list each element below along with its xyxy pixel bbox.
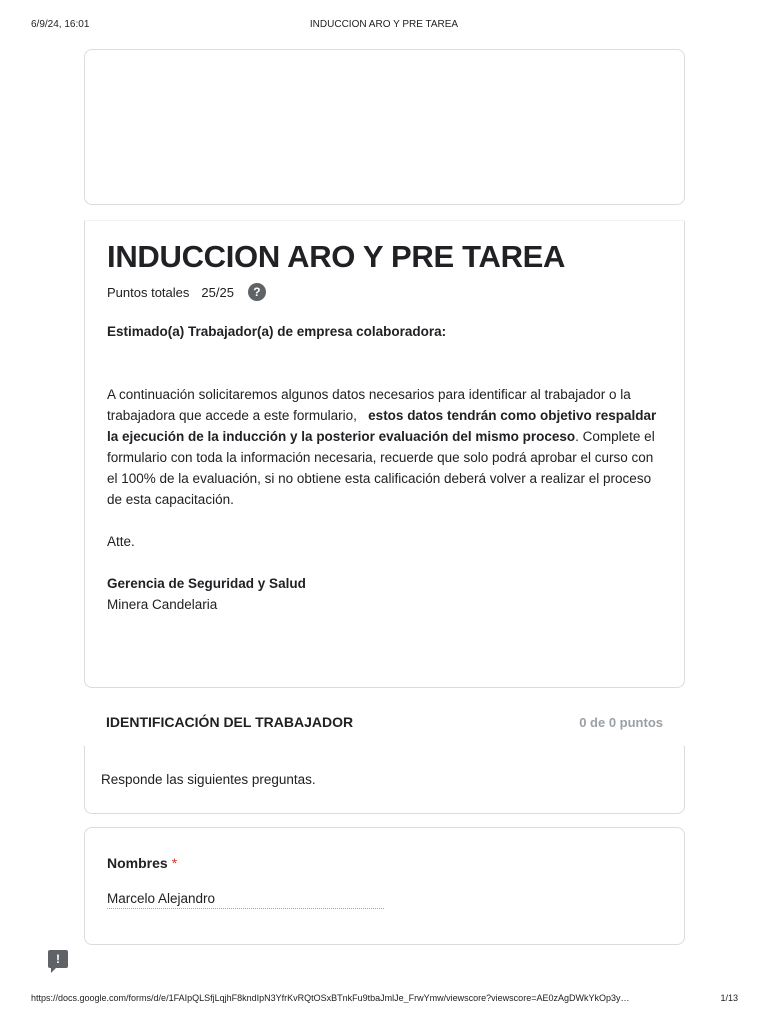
points-label: Puntos totales [107, 284, 190, 300]
question-card-nombres [84, 827, 685, 945]
total-points [107, 283, 266, 301]
required-mark: * [171, 855, 178, 871]
answer-nombres: Marcelo Alejandro [107, 891, 384, 909]
question-label [107, 855, 177, 871]
points-value: 25/25 [201, 284, 234, 300]
print-url: https://docs.google.com/forms/d/e/1FAIpQLSfjLqjhF8kndIpN3YfrKvRQtOSxBTnkFu9tbaJmlJe_FrwYmw/viewscore?viewscore=AE0zAgDWkYkOp3y… [31, 993, 630, 1003]
signature-title: Gerencia de Seguridad y Salud [107, 576, 306, 591]
form-title: INDUCCION ARO Y PRE TAREA [107, 239, 566, 274]
description-text-1: A continuación solicitaremos algunos datos necesarios para identificar al trabajador o la trabajadora que accede a este formulario, [107, 387, 631, 423]
print-footer [0, 993, 768, 1007]
form-header-card [84, 221, 685, 688]
print-page: 1/13 [720, 993, 738, 1003]
print-date: 6/9/24, 16:01 [31, 19, 90, 30]
form-description [107, 321, 667, 615]
description-closing: Atte. [107, 534, 135, 549]
signature-org: Minera Candelaria [107, 597, 218, 612]
description-text-bold: estos datos tendrán como objetivo respaldar la ejecución de la inducción y la posterior evaluación del mismo proceso [107, 408, 657, 444]
print-title: INDUCCION ARO Y PRE TAREA [309, 19, 459, 30]
section-points: 0 de 0 puntos [579, 715, 663, 730]
section-header [84, 700, 685, 746]
help-circle-icon[interactable]: ? [248, 283, 266, 301]
print-header [0, 19, 768, 33]
section-title: IDENTIFICACIÓN DEL TRABAJADOR [106, 714, 354, 730]
header-banner [84, 49, 685, 205]
section-description-card [84, 746, 685, 814]
description-paragraph [107, 384, 667, 510]
report-feedback-icon[interactable]: ! [48, 950, 68, 968]
section-description: Responde las siguientes preguntas. [101, 772, 316, 787]
description-text-2: . Complete el formulario con toda la información necesaria, recuerde que solo podrá aprobar el curso con el 100% de la evaluación, si no obtiene esta calificación deberá volver a realizar el proceso de esta capacitación. [107, 429, 655, 507]
description-greeting: Estimado(a) Trabajador(a) de empresa colaboradora: [107, 324, 447, 339]
question-label-text: Nombres [107, 855, 168, 871]
